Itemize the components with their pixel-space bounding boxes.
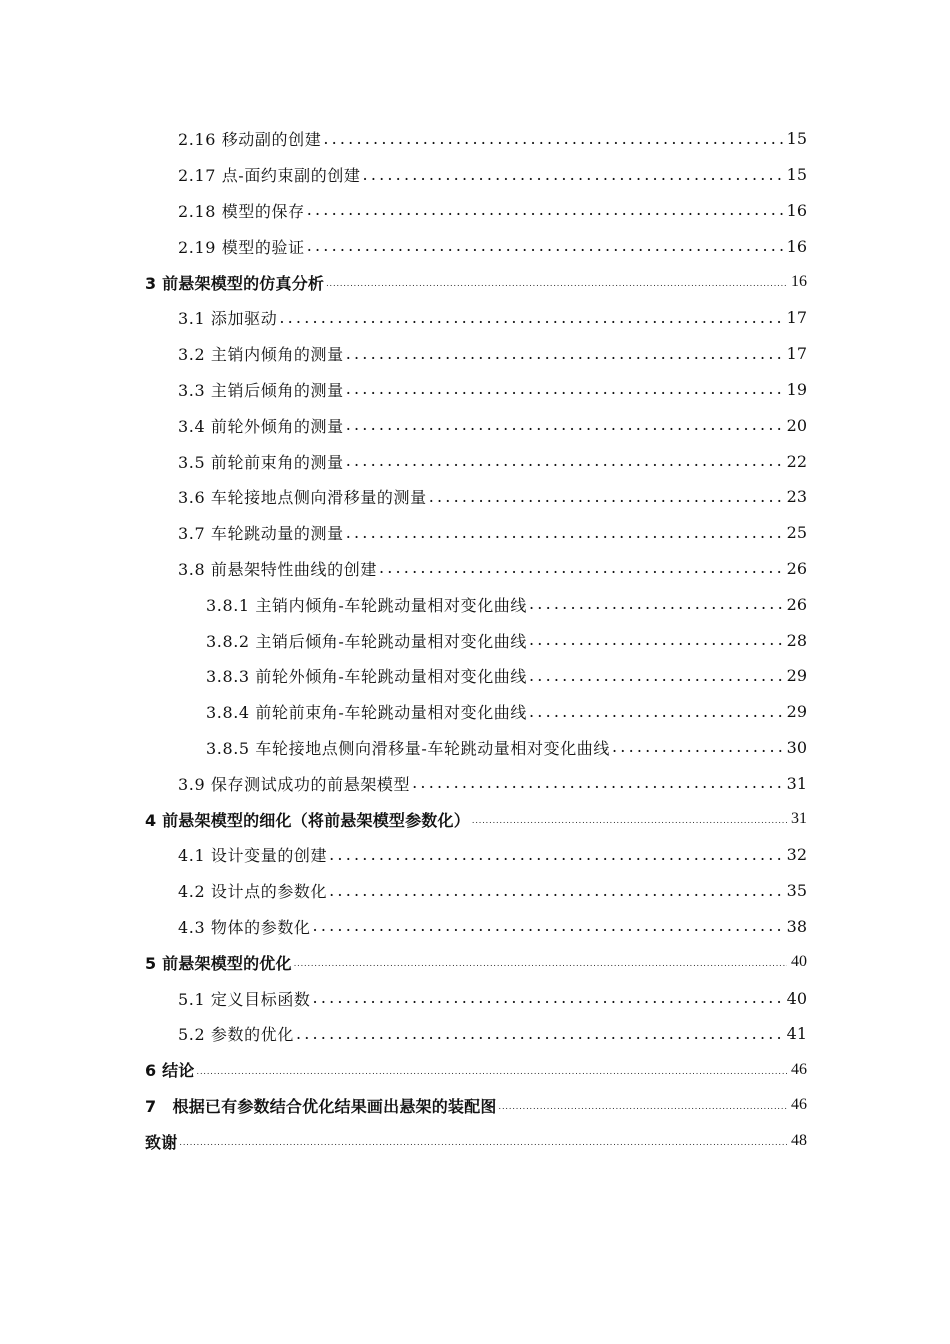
toc-entry[interactable] <box>0 157 950 193</box>
toc-leader-dots <box>313 918 785 934</box>
toc-page-number: 35 <box>786 881 807 901</box>
toc-leader-dots <box>529 632 785 648</box>
toc-entry-title: 3.4 前轮外倾角的测量 <box>178 416 344 436</box>
toc-page-number: 30 <box>786 737 807 757</box>
toc-entry[interactable] <box>0 193 950 229</box>
toc-entry[interactable] <box>0 121 950 157</box>
toc-page-number: 41 <box>786 1024 807 1044</box>
toc-entry[interactable] <box>0 515 950 551</box>
toc-leader-dots <box>529 668 785 684</box>
toc-chapter-title: 4 前悬架模型的细化（将前悬架模型参数化） <box>145 810 470 830</box>
toc-entry[interactable] <box>0 300 950 336</box>
toc-page-number: 17 <box>786 308 807 328</box>
toc-page-number: 46 <box>791 1096 807 1114</box>
toc-entry-title: 3.8.1 主销内倾角-车轮跳动量相对变化曲线 <box>206 595 528 615</box>
toc-page-number: 16 <box>786 200 807 220</box>
toc-leader-dots <box>197 1062 787 1078</box>
toc-leader-dots <box>346 346 785 362</box>
toc-entry-title: 2.19 模型的验证 <box>178 237 305 257</box>
toc-chapter-title: 7 根据已有参数结合优化结果画出悬架的装配图 <box>145 1096 497 1116</box>
toc-entry[interactable] <box>0 837 950 873</box>
toc-leader-dots <box>499 1097 787 1113</box>
toc-entry-title: 4.2 设计点的参数化 <box>178 882 328 902</box>
toc-page-number: 15 <box>786 129 807 149</box>
toc-subentry[interactable] <box>0 694 950 730</box>
toc-leader-dots <box>429 489 785 505</box>
toc-page-number: 16 <box>791 273 807 291</box>
toc-leader-dots <box>529 704 785 720</box>
toc-leader-dots <box>307 202 785 218</box>
toc-chapter-title: 6 结论 <box>145 1061 195 1081</box>
toc-leader-dots <box>363 167 785 183</box>
toc-page-number: 29 <box>786 666 807 686</box>
toc-leader-dots <box>294 954 787 970</box>
toc-entry[interactable] <box>0 479 950 515</box>
toc-entry[interactable] <box>0 407 950 443</box>
toc-chapter-entry[interactable] <box>0 1052 950 1088</box>
toc-chapter-title: 5 前悬架模型的优化 <box>145 953 292 973</box>
toc-page-number: 26 <box>786 558 807 578</box>
toc-leader-dots <box>313 990 785 1006</box>
toc-page-number: 20 <box>786 415 807 435</box>
toc-subentry[interactable] <box>0 622 950 658</box>
toc-entry[interactable] <box>0 980 950 1016</box>
toc-leader-dots <box>379 560 785 576</box>
toc-leader-dots <box>329 847 785 863</box>
toc-subentry[interactable] <box>0 658 950 694</box>
toc-entry-title: 3.5 前轮前束角的测量 <box>178 452 344 472</box>
toc-entry-title: 3.8.2 主销后倾角-车轮跳动量相对变化曲线 <box>206 631 528 651</box>
toc-page-number: 46 <box>791 1060 807 1078</box>
toc-leader-dots <box>612 739 785 755</box>
toc-entry-title: 2.16 移动副的创建 <box>178 130 322 150</box>
toc-page-number: 31 <box>791 810 807 828</box>
toc-leader-dots <box>346 453 785 469</box>
toc-entry-title: 4.1 设计变量的创建 <box>178 846 328 866</box>
toc-entry-title: 3.8.3 前轮外倾角-车轮跳动量相对变化曲线 <box>206 667 528 687</box>
toc-entry[interactable] <box>0 1016 950 1052</box>
toc-leader-dots <box>346 381 785 397</box>
toc-chapter-entry[interactable] <box>0 801 950 837</box>
toc-entry[interactable] <box>0 765 950 801</box>
toc-page-number: 32 <box>786 845 807 865</box>
toc-leader-dots <box>329 883 785 899</box>
toc-chapter-entry[interactable] <box>0 1088 950 1124</box>
toc-chapter-title: 致谢 <box>145 1132 178 1152</box>
toc-entry-title: 3.8.4 前轮前束角-车轮跳动量相对变化曲线 <box>206 703 528 723</box>
toc-leader-dots <box>346 417 785 433</box>
toc-entry-title: 3.3 主销后倾角的测量 <box>178 380 344 400</box>
toc-leader-dots <box>529 596 785 612</box>
toc-leader-dots <box>296 1026 785 1042</box>
toc-entry-title: 5.1 定义目标函数 <box>178 989 311 1009</box>
toc-entry[interactable] <box>0 336 950 372</box>
toc-entry-title: 2.18 模型的保存 <box>178 201 305 221</box>
toc-page-number: 40 <box>791 953 807 971</box>
toc-page-number: 28 <box>786 630 807 650</box>
toc-page-number: 31 <box>786 773 807 793</box>
toc-entry[interactable] <box>0 228 950 264</box>
toc-page-number: 23 <box>786 487 807 507</box>
toc-entry-title: 2.17 点-面约束副的创建 <box>178 166 361 186</box>
toc-chapter-title: 3 前悬架模型的仿真分析 <box>145 273 325 293</box>
toc-chapter-entry[interactable] <box>0 944 950 980</box>
toc-chapter-entry[interactable] <box>0 264 950 300</box>
toc-entry-title: 4.3 物体的参数化 <box>178 917 311 937</box>
toc-page-number: 16 <box>786 236 807 256</box>
toc-entry-title: 3.7 车轮跳动量的测量 <box>178 524 344 544</box>
toc-page-number: 22 <box>786 451 807 471</box>
toc-leader-dots <box>307 238 785 254</box>
toc-entry-title: 3.9 保存测试成功的前悬架模型 <box>178 774 411 794</box>
toc-leader-dots <box>346 525 785 541</box>
toc-subentry[interactable] <box>0 730 950 766</box>
toc-entry[interactable] <box>0 551 950 587</box>
toc-chapter-entry[interactable] <box>0 1123 950 1159</box>
toc-page-number: 29 <box>786 702 807 722</box>
toc-page-number: 15 <box>786 165 807 185</box>
toc-leader-dots <box>412 775 785 791</box>
toc-entry[interactable] <box>0 909 950 945</box>
toc-leader-dots <box>323 131 784 147</box>
toc-entry-title: 3.2 主销内倾角的测量 <box>178 345 344 365</box>
toc-entry[interactable] <box>0 443 950 479</box>
toc-page-number: 17 <box>786 344 807 364</box>
toc-page-number: 48 <box>791 1132 807 1150</box>
toc-entry-title: 3.8.5 车轮接地点侧向滑移量-车轮跳动量相对变化曲线 <box>206 738 611 758</box>
toc-subentry[interactable] <box>0 586 950 622</box>
toc-entry-title: 3.1 添加驱动 <box>178 309 278 329</box>
toc-entry-title: 3.8 前悬架特性曲线的创建 <box>178 559 377 579</box>
toc-entry-title: 3.6 车轮接地点侧向滑移量的测量 <box>178 488 427 508</box>
toc-entry[interactable] <box>0 372 950 408</box>
toc-page-number: 40 <box>786 988 807 1008</box>
toc-page-number: 26 <box>786 594 807 614</box>
toc-page-number: 19 <box>786 379 807 399</box>
toc-page-number: 25 <box>786 523 807 543</box>
toc-leader-dots <box>472 811 787 827</box>
toc-leader-dots <box>326 274 787 290</box>
table-of-contents <box>0 121 950 1159</box>
toc-entry-title: 5.2 参数的优化 <box>178 1025 294 1045</box>
toc-leader-dots <box>279 310 784 326</box>
toc-page-number: 38 <box>786 916 807 936</box>
toc-leader-dots <box>179 1133 787 1149</box>
toc-entry[interactable] <box>0 873 950 909</box>
